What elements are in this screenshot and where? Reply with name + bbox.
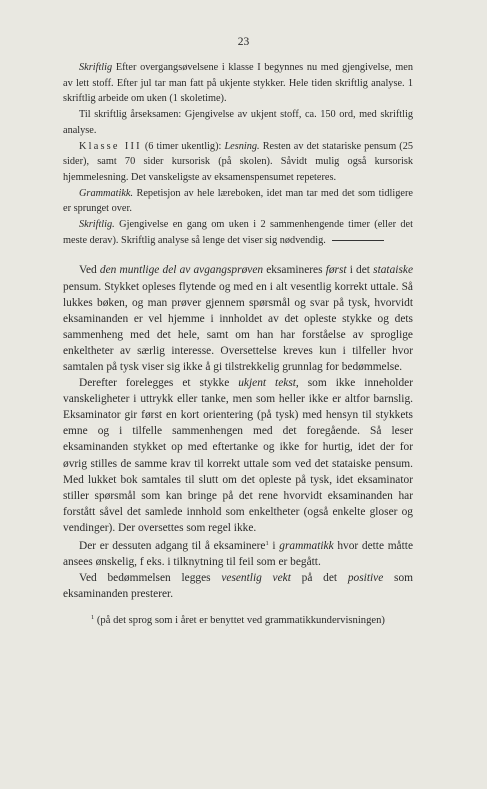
page-number: 23 [237, 36, 250, 48]
paragraph-skriftlig-2: Skriftlig. Gjengivelse en gang om uken i 2 sammenhengende timer (eller det meste derav). Skriftlig analyse så lenge det viser sig nødvendig. [63, 219, 413, 246]
footnote-mark: 1 [91, 614, 95, 622]
paragraph-ukjent-tekst: Derefter forelegges et stykke ukjent tekst, som ikke inneholder vanskeligheter i uttrykk eller tanke, men som heller ikke er altfor barnslig. Eksaminator gir først en kort orientering (på tysk) med hensyn til stykkets emne og i tilfelle sammenhengen med det foregående. Så leser eksaminanden stykket op med eftertanke og ikke for hurtig, idet der for øvrig stilles de samme krav til korrekt uttale som ved det stataiske pensum. Med lukket bok samtales til slutt om det opleste på tysk, idet eksaminator stiller spørsmål som kan bringe på det rene hvorvidt eksaminanden har forstått såvel det samlede innhold som enkeltheter (også enkelte gloser og vendinger). Der oversettes som regel ikke. [63, 377, 413, 534]
paragraph-muntlige: Ved den muntlige del av avgangsprøven eksamineres først i det stataiske pensum. Stykket opleses flytende og med en i alt vesentlig korrekt uttale. Så lukkes bøken, og man prøver gjennem spørsmål og svar på tysk, hvorvidt eksaminanden er vel hjemme i innholdet av det opleste stykke og dets sammenheng med det hele, samt om han har forståelse av sproglige enkeltheter av særlig interesse. Oversettelse kreves kun i tilfeller hvor samtalen på tysk viser sig ikke å gi tilstrekkelig grunnlag for bedømmelse. [63, 264, 414, 373]
label-grammatikk: Grammatikk. [79, 187, 134, 199]
label-lesning: Lesning. [224, 140, 260, 152]
footnote: $^1$ (på det sprog som i året er benyttet ved grammatikkundervisningen) [91, 614, 385, 627]
heading-klasse-iii: Klasse III [79, 140, 142, 152]
paragraph-klasse-iii: Klasse III (6 timer ukentlig): Lesning. Resten av det statariske pensum (25 sider), samt 70 sider kursorisk (på skolen). Såvidt mulig også kursorisk hjemmelesning. Det vanskeligste av eksamenspensumet repeteres. [63, 140, 413, 183]
label-skriftlig: Skriftlig [79, 62, 113, 73]
exam-section [63, 262, 413, 602]
paragraph-bedommelse: Ved bedømmelsen legges vesentlig vekt på det positive som eksaminanden presterer. [63, 572, 414, 601]
page-body [63, 60, 413, 628]
paragraph-grammatikk: Grammatikk. Repetisjon av hele læreboken, idet man tar med det som tidligere er sprunget over. [63, 187, 413, 215]
curriculum-section [63, 60, 413, 248]
paragraph-skriftlig: Skriftlig Efter overgangsøvelsene i klasse I begynnes nu med gjengivelse, men av lett stoff. Efter jul tar man fatt på ukjente stykker. Hele tiden skriftlig analyse. 1 skriftlig arbeide om uken (1 skoletime). [63, 62, 413, 105]
label-skriftlig-2: Skriftlig. [79, 219, 115, 231]
footnote-ref: 1 [265, 540, 269, 548]
paragraph-arseksamen: Til skriftlig årseksamen: Gjengivelse av ukjent stoff, ca. 150 ord, med skriftlig analyse. [63, 109, 413, 136]
paragraph-grammatikk-eksamen: Der er dessuten adgang til å eksaminere$^1$ i grammatikk hvor dette måtte ansees ønskelig, f eks. i tilknytning til feil som er begått. [63, 540, 413, 569]
section-rule [332, 240, 384, 241]
